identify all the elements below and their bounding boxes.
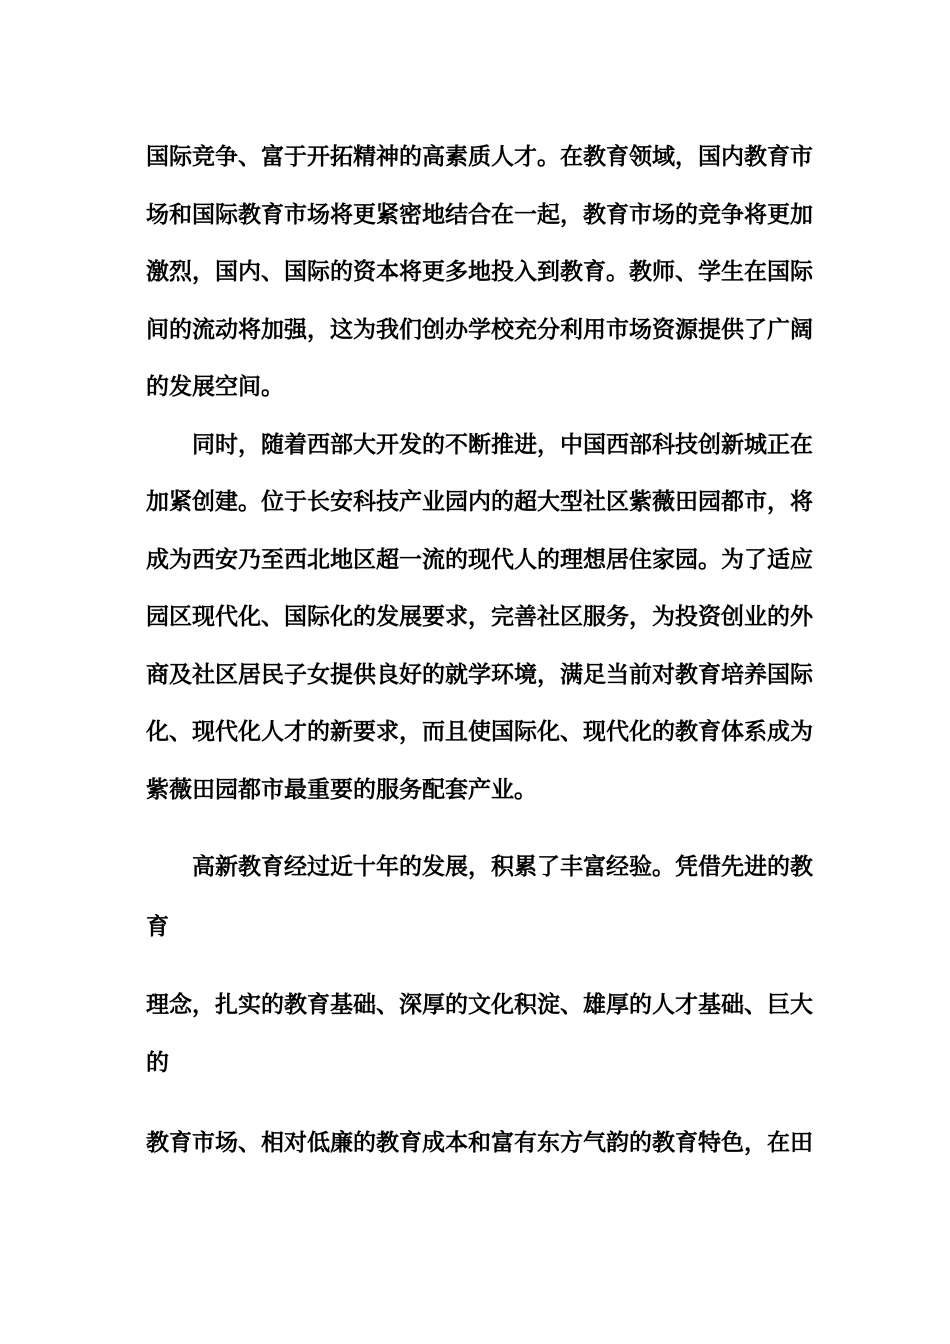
text-line: 的 <box>146 1049 169 1076</box>
text-line: 教育市场、相对低廉的教育成本和富有东方气韵的教育特色，在田 <box>146 1129 813 1156</box>
text-line: 的发展空间。 <box>146 373 284 400</box>
text-line: 成为西安乃至西北地区超一流的现代人的理想居住家园。为了适应 <box>146 546 813 573</box>
text-line: 商及社区居民子女提供良好的就学环境，满足当前对教育培养国际 <box>146 661 813 688</box>
text-line: 园区现代化、国际化的发展要求，完善社区服务，为投资创业的外 <box>146 603 813 630</box>
text-line: 同时，随着西部大开发的不断推进，中国西部科技创新城正在 <box>192 431 813 458</box>
text-line: 场和国际教育市场将更紧密地结合在一起，教育市场的竞争将更加 <box>146 201 813 228</box>
text-line: 间的流动将加强，这为我们创办学校充分利用市场资源提供了广阔 <box>146 316 813 343</box>
text-line: 理念，扎实的教育基础、深厚的文化积淀、雄厚的人才基础、巨大 <box>146 991 813 1018</box>
text-line: 化、现代化人才的新要求，而且使国际化、现代化的教育体系成为 <box>146 718 813 745</box>
text-line: 育 <box>146 913 169 940</box>
text-line: 国际竞争、富于开拓精神的高素质人才。在教育领域，国内教育市 <box>146 143 813 170</box>
text-line: 激烈，国内、国际的资本将更多地投入到教育。教师、学生在国际 <box>146 258 813 285</box>
text-line: 高新教育经过近十年的发展，积累了丰富经验。凭借先进的教 <box>192 853 813 880</box>
text-line: 紫薇田园都市最重要的服务配套产业。 <box>146 776 537 803</box>
text-line: 加紧创建。位于长安科技产业园内的超大型社区紫薇田园都市，将 <box>146 488 813 515</box>
